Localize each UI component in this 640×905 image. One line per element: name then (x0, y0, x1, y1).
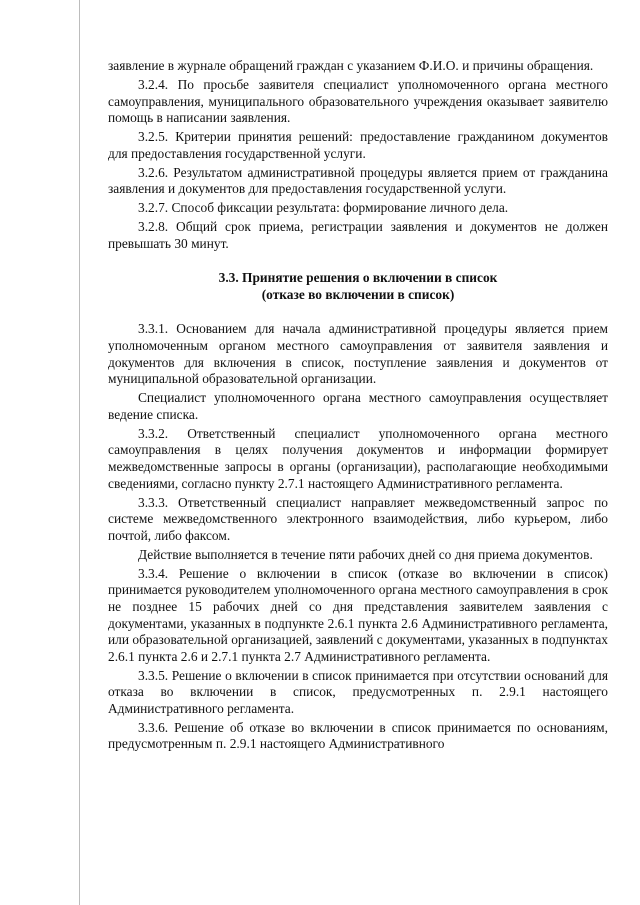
section-heading (108, 269, 608, 303)
paragraph: Специалист уполномоченного органа местного самоуправления осуществляет ведение списка. (108, 390, 608, 422)
paragraph: 3.2.4. По просьбе заявителя специалист уполномоченного органа местного самоуправления, муниципального образовательного учреждения оказывает заявителю помощь в написании заявления. (108, 76, 608, 126)
paragraph: 3.2.8. Общий срок приема, регистрации заявления и документов не должен превышать 30 минут. (108, 219, 608, 251)
paragraph: 3.3.4. Решение о включении в список (отказе во включении в список) принимается руководителем уполномоченного органа местного самоуправления в срок не позднее 15 рабочих дней со дня представления заявителем заявления с документами, указанных в подпункте 2.6.1 пункта 2.6 Административного регламента, или образовательной организацией, заявлений с документами, указанных в подпунктах 2.6.1 пункта 2.6 и 2.7.1 пункта 2.7 Административного регламента. (108, 565, 608, 664)
paragraph: 3.3.6. Решение об отказе во включении в список принимается по основаниям, предусмотренным п. 2.9.1 настоящего Административного (108, 719, 608, 752)
paragraph: 3.3.3. Ответственный специалист направляет межведомственный запрос по системе межведомственного электронного взаимодействия, либо курьером, либо почтой, либо факсом. (108, 494, 608, 543)
paragraph: 3.3.5. Решение о включении в список принимается при отсутствии оснований для отказа во включении в список, предусмотренных п. 2.9.1 настоящего Административного регламента. (108, 667, 608, 716)
document-body (108, 58, 608, 755)
paragraph: 3.2.6. Результатом административной процедуры является прием от гражданина заявления и документов для предоставления государственной услуги. (108, 164, 608, 197)
section-heading-line: (отказе во включении в список) (261, 287, 455, 303)
paragraph: 3.3.1. Основанием для начала административной процедуры является прием уполномоченным органом местного самоуправления от заявителя заявления и документов для включения в список, поступление заявления и документов от муниципальной образовательной организации. (108, 321, 608, 387)
paragraph: 3.2.5. Критерии принятия решений: предоставление гражданином документов для предоставления государственной услуги. (108, 129, 608, 161)
scan-edge-line (79, 0, 80, 905)
paragraph: Действие выполняется в течение пяти рабочих дней со дня приема документов. (138, 546, 593, 562)
paragraph: 3.3.2. Ответственный специалист уполномоченного органа местного самоуправления в целях получения документов и информации формирует межведомственные запросы в органы (организации), располагающие необходимыми сведениями, согласно пункту 2.7.1 настоящего Административного регламента. (108, 425, 608, 491)
paragraph: заявление в журнале обращений граждан с указанием Ф.И.О. и причины обращения. (108, 58, 594, 73)
section-heading-line: 3.3. Принятие решения о включении в список (218, 270, 498, 286)
paragraph: 3.2.7. Способ фиксации результата: формирование личного дела. (138, 200, 509, 216)
